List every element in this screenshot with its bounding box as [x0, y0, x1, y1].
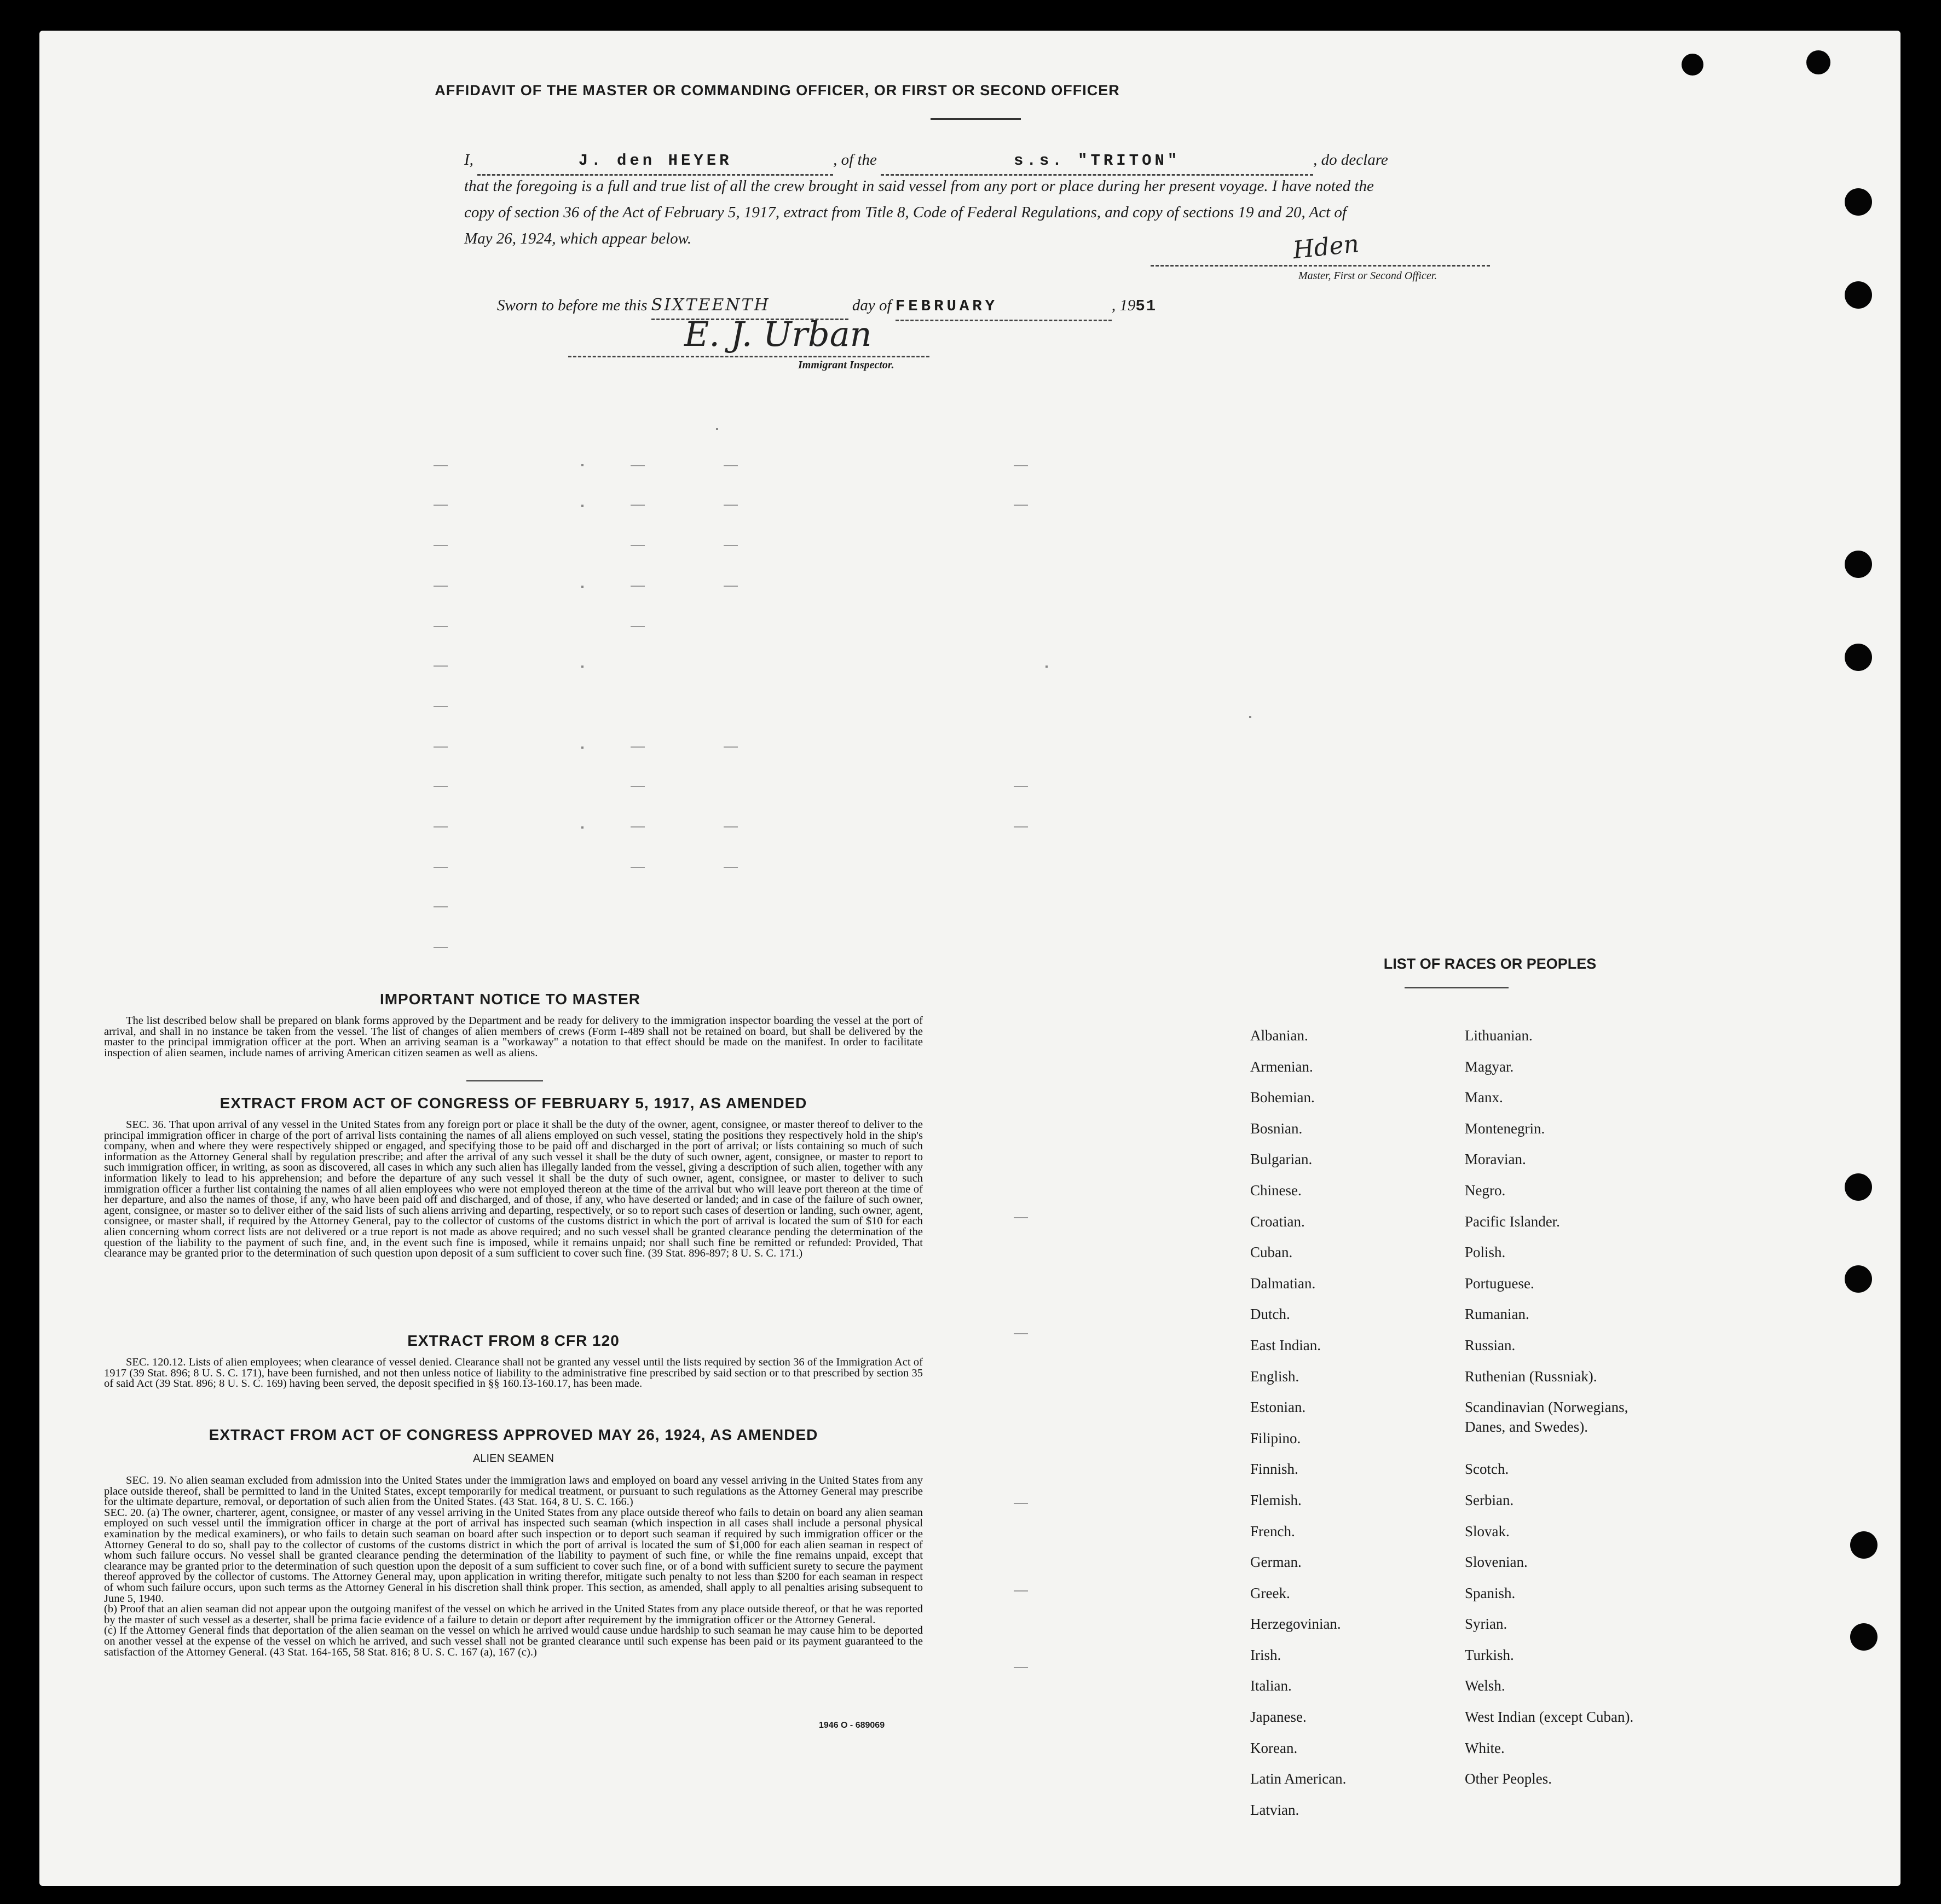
master-caption: Master, First or Second Officer.	[1298, 270, 1437, 282]
title-rule	[931, 118, 1021, 120]
extract-cfr-body: SEC. 120.12. Lists of alien employees; when clearance of vessel denied. Clearance shall not be granted any vessel until the lists required by section 36 of the Immigration Act of 1917 (39 Stat. 896; 8 U. S. C. 171), have been furnished, and not then unless notice of liability to the administrative fine prescribed by said section or to that prescribed by section 35 of said Act (39 Stat. 896; 8 U. S. C. 169) having been served, the deposit specified in §§ 160.13-160.17, has been made.	[104, 1356, 923, 1390]
bleed-mark	[434, 746, 448, 748]
bleed-mark	[631, 586, 645, 587]
punch-hole	[1850, 1623, 1878, 1651]
bleed-mark	[434, 826, 448, 827]
bleed-mark	[1014, 826, 1028, 827]
bleed-mark	[724, 746, 738, 748]
race-item: Montenegrin.	[1465, 1120, 1545, 1137]
race-item: Welsh.	[1465, 1677, 1505, 1694]
race-item: Italian.	[1250, 1677, 1292, 1694]
race-item: Bulgarian.	[1250, 1151, 1313, 1168]
vessel-name: s.s. "TRITON"	[1014, 152, 1181, 170]
race-item: Korean.	[1250, 1739, 1298, 1756]
extract-1917-body: SEC. 36. That upon arrival of any vessel in the United States from any foreign port or place it shall be the duty of the owner, agent, consignee, or master thereof to deliver to the principal immigration officer in charge of the port of arrival lists containing the names of all aliens employed on such vessel, stating the positions they respectively hold in the ship's company, when and where they were respectively shipped or engaged, and specifying those to be paid off and discharged in the port of arrival; or lists containing so much of such information as the Attorney General shall by regulation prescribe; and after the arrival of any such vessel it shall be the duty of such owner, agent, consignee, or master to report to such immigration officer, in writing, as soon as discovered, all cases in which any such alien has illegally landed from the vessel, giving a description of such alien, together with any information likely to lead to his apprehension; and before the departure of any such vessel it shall be the duty of such owner, agent, consignee, or master to deliver to such immigration officer a further list containing the names of all alien employees who were not employed thereon at the time of the arrival but who will leave port thereon at the time of her departure, and also the names of those, if any, who have been paid off and discharged, and of those, if any, who have deserted or landed; and in case of the failure of such owner, agent, consignee, or master so to deliver either of the said lists of such aliens arriving and departing, respectively, or so to report such cases of desertion or landing, such owner, agent, consignee, or master shall, if required by the Attorney General, pay to the collector of customs of the customs district in which the port of arrival is located the sum of $10 for each alien concerning whom correct lists are not delivered or a true report is not made as above required; and no such vessel shall be granted clearance pending the determination of the question of the liability to the payment of such fine, and, in the event such fine is imposed, while it remains unpaid; nor shall such fine be remitted or refunded: Provided, That clearance may be granted prior to the determination of such question upon deposit of a sum sufficient to cover such fine. (39 Stat. 896-897; 8 U. S. C. 171.)	[104, 1119, 923, 1260]
declaration-do-declare: , do declare	[1313, 151, 1388, 169]
race-item: Filipino.	[1250, 1430, 1301, 1446]
punch-hole	[1850, 1531, 1878, 1559]
master-signature-line	[1151, 265, 1490, 267]
race-item: Spanish.	[1465, 1584, 1516, 1601]
bleed-mark	[1014, 1217, 1028, 1218]
bleed-mark	[434, 786, 448, 787]
bleed-mark	[724, 505, 738, 506]
race-item: East Indian.	[1250, 1336, 1321, 1353]
bleed-dot	[716, 428, 718, 430]
notice-rule	[466, 1080, 543, 1081]
bleed-mark	[434, 586, 448, 587]
bleed-mark	[1014, 1667, 1028, 1668]
bleed-mark	[1014, 1590, 1028, 1592]
bleed-dot	[581, 464, 584, 466]
bleed-mark	[1014, 505, 1028, 506]
race-item: Slovenian.	[1465, 1554, 1528, 1571]
race-item: English.	[1250, 1368, 1299, 1385]
year-prefix: , 19	[1111, 297, 1136, 314]
master-signature: Hden	[1291, 229, 1361, 265]
race-item: Chinese.	[1250, 1182, 1302, 1199]
notice-body: The list described below shall be prepared on blank forms approved by the Department and be ready for delivery to the immigration inspector boarding the vessel at the port of arrival, and shall in no instance be taken from the vessel. The list of changes of alien members of crews (Form I-489 shall not be retained on board, but shall be delivered by the master to the principal immigration officer at the port. When an arriving seaman is a "workaway" a notation to that effect should be made on the manifest. In order to facilitate inspection of alien seamen, include names of arriving American citizen seamen as well as aliens.	[104, 1015, 923, 1059]
race-item: Other Peoples.	[1465, 1770, 1552, 1787]
extract-1924-body: SEC. 19. No alien seaman excluded from admission into the United States under the immigration laws and employed on board any vessel arriving in the United States from any place outside thereof, shall be permitted to land in the United States, except temporarily for medical treatment, or pursuant to such regulations as the Attorney General may prescribe for the ultimate departure, removal, or deportation of such alien from the United States. (43 Stat. 164, 8 U. S. C. 166.) SEC. 20. (a) The owner, charterer, agent, consignee, or master of any vessel arriving in the United States from any place outside thereof who fails to detain on board any alien seaman employed on such vessel until the immigration officer in charge at the port of arrival has inspected such seaman (which inspection in all cases shall include a personal physical examination by the medical examiners), or who fails to detain such seaman on board after such inspection or to deport such seaman if required by such immigration officer or the Attorney General to do so, shall pay to the collector of customs of the customs district in which the port of arrival is located the sum of $1,000 for each alien seaman in respect of whom such failure occurs. No vessel shall be granted clearance pending the determination of the liability to payment of such fine, or while the fine remains unpaid, except that clearance may be granted prior to the determination of such question upon the deposit of a sum sufficient to cover such fine, or of a bond with sufficient surety to secure the payment thereof approved by the collector of customs. The Attorney General may, upon application in writing therefor, mitigate such penalty to not less than $200 for each seaman in respect of whom such failure occurs, upon such terms as the Attorney General in his discretion shall think proper. This section, as amended, shall apply to all penalties arising subsequent to June 5, 1940. (b) Proof that an alien seaman did not appear upon the outgoing manifest of the vessel on which he arrived in the United States from any place outside thereof, or that he was reported by the master of such vessel as a deserter, shall be prima facie evidence of a failure to detain or deport after requirement by the immigration officer or the Attorney General. (c) If the Attorney General finds that deportation of the alien seaman on the vessel on which he arrived would cause undue hardship to such seaman he may cause him to be deported on another vessel at the expense of the vessel on which he arrived, and such vessel shall not be granted clearance until such expense has been paid or its payment guaranteed to the satisfaction of the Attorney General. (43 Stat. 164-165, 58 Stat. 816; 8 U. S. C. 167 (a), 167 (c).)	[104, 1474, 923, 1658]
race-item: Dutch.	[1250, 1306, 1290, 1323]
bleed-mark	[1014, 465, 1028, 466]
bleed-mark	[631, 746, 645, 748]
bleed-dot	[581, 505, 584, 507]
master-name-field	[477, 147, 833, 176]
punch-hole	[1806, 50, 1830, 74]
race-item: Magyar.	[1465, 1058, 1514, 1075]
race-item: Pacific Islander.	[1465, 1213, 1560, 1230]
month-field	[896, 292, 1112, 321]
bleed-dot	[1249, 716, 1251, 718]
bleed-mark	[1014, 786, 1028, 787]
punch-hole	[1845, 1173, 1872, 1201]
sworn-month: FEBRUARY	[895, 297, 998, 315]
bleed-mark	[434, 545, 448, 546]
race-item: Negro.	[1465, 1182, 1506, 1199]
race-item: West Indian (except Cuban).	[1465, 1709, 1634, 1726]
bleed-mark	[631, 626, 645, 627]
sworn-day: SIXTEENTH	[651, 296, 770, 315]
bleed-mark	[434, 465, 448, 466]
bleed-mark	[434, 626, 448, 627]
race-item: Finnish.	[1250, 1461, 1298, 1478]
bleed-mark	[1014, 1333, 1028, 1334]
print-code: 1946 O - 689069	[819, 1721, 885, 1730]
notice-title: IMPORTANT NOTICE TO MASTER	[379, 991, 641, 1008]
declaration-of-the: , of the	[833, 151, 877, 169]
bleed-mark	[724, 586, 738, 587]
race-item: Dalmatian.	[1250, 1275, 1316, 1292]
bleed-mark	[631, 826, 645, 827]
vessel-name-field	[881, 147, 1313, 176]
bleed-dot	[581, 826, 584, 829]
punch-hole	[1845, 644, 1872, 671]
race-item: Scandinavian (Norwegians, Danes, and Swedes).	[1465, 1399, 1628, 1436]
bleed-mark	[631, 545, 645, 546]
bleed-mark	[724, 867, 738, 868]
declaration-line-3: copy of section 36 of the Act of February 5, 1917, extract from Title 8, Code of Federal Regulations, and copy of sections 19 and 20, Act of	[464, 204, 1347, 221]
bleed-dot	[1045, 665, 1048, 668]
extract-1924-title: EXTRACT FROM ACT OF CONGRESS APPROVED MAY 26, 1924, AS AMENDED	[209, 1426, 818, 1443]
race-item: Japanese.	[1250, 1709, 1307, 1726]
bleed-mark	[724, 826, 738, 827]
inspector-signature: E. J. Urban	[684, 314, 872, 354]
race-item: Russian.	[1465, 1336, 1516, 1353]
bleed-dot	[581, 665, 584, 668]
document-sheet	[39, 31, 1900, 1886]
bleed-dot	[581, 586, 584, 588]
race-item: Syrian.	[1465, 1616, 1507, 1633]
race-item: Ruthenian (Russniak).	[1465, 1368, 1597, 1385]
races-rule	[1405, 987, 1509, 988]
bleed-mark	[631, 465, 645, 466]
race-item: German.	[1250, 1554, 1302, 1571]
race-item: Moravian.	[1465, 1151, 1526, 1168]
race-item: Latvian.	[1250, 1801, 1299, 1818]
bleed-mark	[434, 505, 448, 506]
declaration-i: I,	[464, 151, 473, 169]
race-item: Bohemian.	[1250, 1089, 1315, 1106]
sworn-text: Sworn to before me this	[497, 297, 648, 314]
extract-1924-subtitle: ALIEN SEAMEN	[473, 1452, 554, 1465]
bleed-dot	[581, 746, 584, 749]
races-title: LIST OF RACES OR PEOPLES	[1383, 956, 1597, 972]
race-item: Greek.	[1250, 1584, 1290, 1601]
punch-hole	[1845, 188, 1872, 216]
race-item: Bosnian.	[1250, 1120, 1303, 1137]
declaration-line-1	[464, 147, 1537, 176]
races-column-1	[1250, 1026, 1346, 1831]
race-item: Croatian.	[1250, 1213, 1305, 1230]
race-item: White.	[1465, 1739, 1505, 1756]
bleed-mark	[724, 465, 738, 466]
master-name: J. den HEYER	[578, 152, 732, 170]
bleed-mark	[631, 505, 645, 506]
race-item: Serbian.	[1465, 1491, 1514, 1508]
bleed-mark	[434, 665, 448, 667]
race-item: Cuban.	[1250, 1244, 1293, 1261]
race-item: Scotch.	[1465, 1461, 1509, 1478]
race-item: Estonian.	[1250, 1399, 1306, 1416]
race-item: Manx.	[1465, 1089, 1503, 1106]
race-item: Armenian.	[1250, 1058, 1313, 1075]
day-of-text: day of	[852, 297, 892, 314]
bleed-mark	[631, 867, 645, 868]
race-item: Albanian.	[1250, 1027, 1308, 1044]
extract-cfr-title: EXTRACT FROM 8 CFR 120	[407, 1332, 620, 1349]
bleed-mark	[434, 906, 448, 907]
sworn-line	[497, 292, 1318, 321]
bleed-mark	[724, 545, 738, 546]
bleed-mark	[631, 786, 645, 787]
bleed-mark	[434, 867, 448, 868]
race-item: Turkish.	[1465, 1646, 1514, 1663]
race-item: Herzegovinian.	[1250, 1616, 1341, 1633]
race-item: Portuguese.	[1465, 1275, 1534, 1292]
declaration-line-4: May 26, 1924, which appear below.	[464, 230, 692, 247]
sworn-year: 51	[1135, 297, 1157, 315]
race-item: Lithuanian.	[1465, 1027, 1533, 1044]
declaration-line-2: that the foregoing is a full and true list of all the crew brought in said vessel from any port or place during her present voyage. I have noted the	[464, 177, 1374, 195]
punch-hole	[1845, 1265, 1872, 1293]
race-item: Polish.	[1465, 1244, 1506, 1261]
race-item: Slovak.	[1465, 1523, 1510, 1540]
inspector-caption: Immigrant Inspector.	[798, 359, 894, 371]
bleed-mark	[434, 706, 448, 707]
race-item: Rumanian.	[1465, 1306, 1529, 1323]
affidavit-title: AFFIDAVIT OF THE MASTER OR COMMANDING OFFICER, OR FIRST OR SECOND OFFICER	[435, 82, 1120, 99]
race-item: Irish.	[1250, 1646, 1281, 1663]
race-item: Flemish.	[1250, 1491, 1302, 1508]
punch-hole	[1682, 54, 1703, 76]
inspector-signature-line	[568, 356, 929, 357]
race-item: Latin American.	[1250, 1770, 1347, 1787]
bleed-mark	[434, 947, 448, 948]
race-item: French.	[1250, 1523, 1295, 1540]
punch-hole	[1845, 551, 1872, 578]
extract-1917-title: EXTRACT FROM ACT OF CONGRESS OF FEBRUARY 5, 1917, AS AMENDED	[219, 1095, 807, 1112]
races-column-2	[1465, 1026, 1633, 1800]
punch-hole	[1845, 281, 1872, 309]
bleed-mark	[1014, 1503, 1028, 1504]
